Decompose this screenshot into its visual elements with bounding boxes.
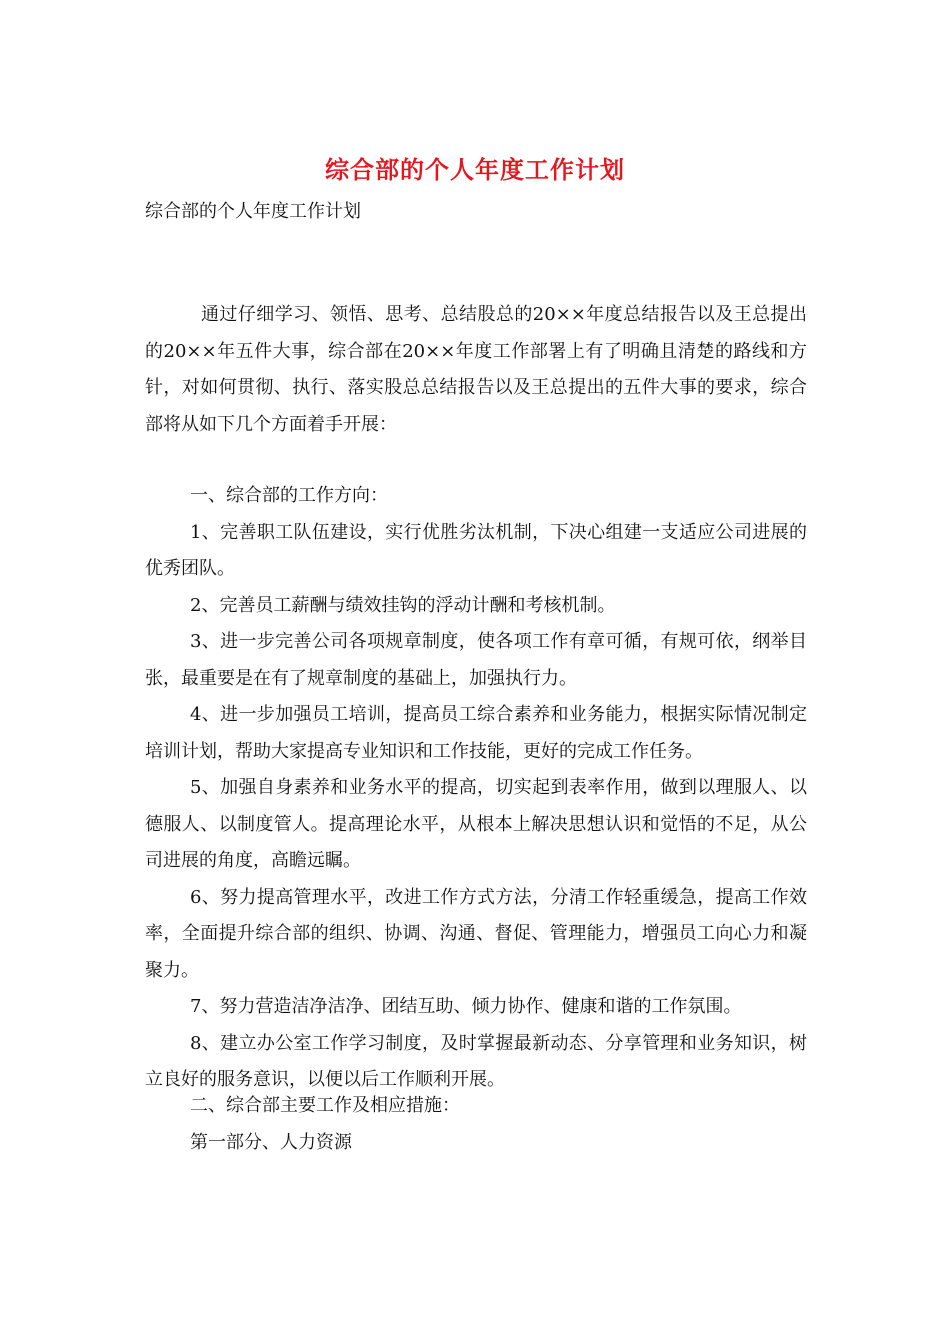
section-work-direction [145,478,807,1099]
list-item: 1、完善职工队伍建设，实行优胜劣汰机制，下决心组建一支适应公司进展的优秀团队。 [145,521,807,579]
list-item: 6、努力提高管理水平，改进工作方式方法，分清工作轻重缓急，提高工作效率，全面提升综合部的组织、协调、沟通、督促、管理能力，增强员工向心力和凝聚力。 [145,886,807,981]
document-title: 综合部的个人年度工作计划 [325,155,625,184]
intro-paragraph: 通过仔细学习、领悟、思考、总结股总的20××年度总结报告以及王总提出的20××年五件大事，综合部在20××年度工作部署上有了明确且清楚的路线和方针，对如何贯彻、执行、落实股总总结报告以及王总提出的五件大事的要求，综合部将从如下几个方面着手开展： [145,304,807,435]
section-heading: 一、综合部的工作方向： [190,485,388,506]
section-main-work [145,1088,807,1161]
list-item: 7、努力营造洁净洁净、团结互助、倾力协作、健康和谐的工作氛围。 [190,996,742,1017]
list-item: 4、进一步加强员工培训，提高员工综合素养和业务能力，根据实际情况制定培训计划，帮助大家提高专业知识和工作技能，更好的完成工作任务。 [145,704,807,762]
intro-block [145,297,807,443]
subsection-heading: 第一部分、人力资源 [190,1131,352,1153]
section-heading: 二、综合部主要工作及相应措施： [190,1095,460,1116]
list-item: 3、进一步完善公司各项规章制度，使各项工作有章可循，有规可依，纲举目张，最重要是在有了规章制度的基础上，加强执行力。 [145,631,807,689]
list-item: 2、完善员工薪酬与绩效挂钩的浮动计酬和考核机制。 [190,594,616,616]
list-item: 5、加强自身素养和业务水平的提高，切实起到表率作用，做到以理服人、以德服人、以制度管人。提高理论水平，从根本上解决思想认识和觉悟的不足，从公司进展的角度，高瞻远瞩。 [145,777,807,871]
list-item: 8、建立办公室工作学习制度，及时掌握最新动态、分享管理和业务知识，树立良好的服务意识，以便以后工作顺利开展。 [145,1032,807,1090]
document-subtitle: 综合部的个人年度工作计划 [145,201,361,222]
